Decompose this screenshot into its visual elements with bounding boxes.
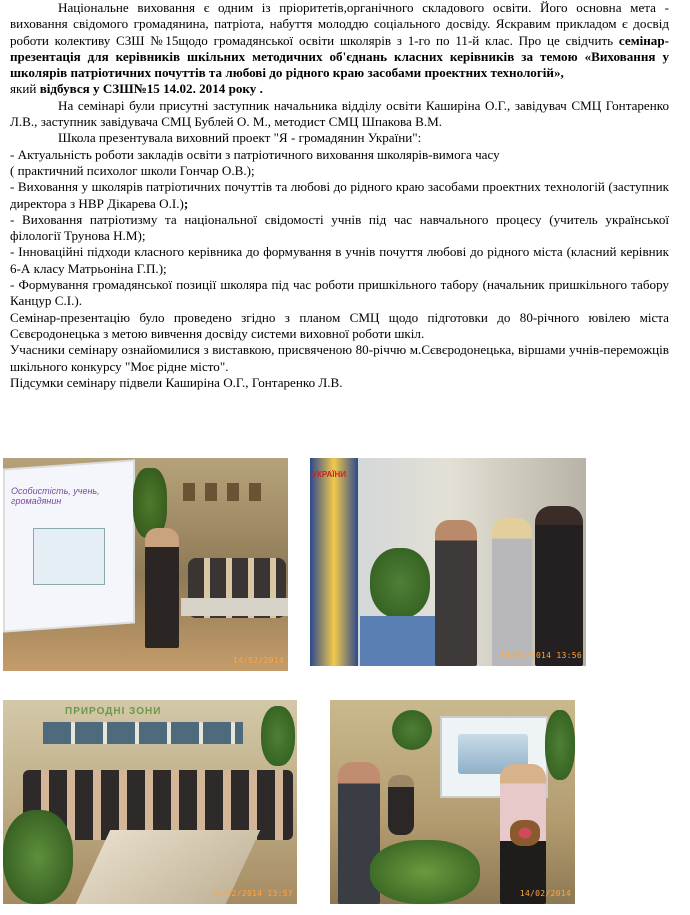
wall-caption: ПРИРОДНІ ЗОНИ bbox=[65, 706, 162, 717]
paragraph-date bbox=[10, 81, 669, 97]
photo-students bbox=[330, 700, 575, 904]
plants bbox=[370, 548, 430, 618]
slide-title: Особистість, учень, громадянин bbox=[11, 486, 100, 506]
speaker bbox=[145, 528, 179, 648]
seminar-title: семінар-презентація для керівників шкільних методичних об'єднань класних керівників за темою «Виховання у школярів патріотичних почуттів та любові до рідного краю засобами проектних технологій», bbox=[10, 32, 669, 81]
intro-text: Національне виховання є одним із пріоритетів,органічного складового освіти. Його основна мета - виховання свідомого громадянина, патріота, набуття молоддю соціального досвіду. Яскравим прикладом є досвід роботи колективу СЗШ №15щодо громадянської освіти школярів з 1-го по 11-й клас. Про це свідчить bbox=[10, 0, 669, 48]
list-item-innovation: - Інноваційні підходи класного керівника до формування в учнів почуття любові до рідного міста (класний керівник 6-А класу Матрьоніна Г.П.); bbox=[10, 244, 669, 276]
teacher bbox=[388, 775, 414, 835]
foreground-plant bbox=[370, 840, 480, 904]
date-prefix: який bbox=[10, 81, 40, 97]
photo-presentation bbox=[3, 458, 288, 671]
paragraph-exhibition: Учасники семінару ознайомилися з виставкою, присвяченою 80-річчю м.Сєвєродонецька, віршами учнів-переможців шкільного конкурсу "Моє рідне місто". bbox=[10, 342, 669, 374]
seminar-date: відбувся у СЗШ№15 14.02. 2014 року . bbox=[39, 81, 263, 97]
list-item-relevance: - Актуальність роботи закладів освіти з патріотичного виховання школярів-вимога часу bbox=[10, 146, 500, 162]
date-stamp: 14/02/2014 bbox=[519, 889, 571, 898]
visitor-2 bbox=[492, 518, 532, 666]
list-item-camp: - Формування громадянської позиції школяра під час роботи пришкільного табору (начальник пришкільного табору Канцур С.І.). bbox=[10, 277, 669, 309]
date-stamp: 14/02/2014 13:5? bbox=[211, 889, 293, 898]
paragraph-attendees: На семінарі були присутні заступник начальника відділу освіти Каширіна О.Г., завідувач СМЦ Гонтаренко Л.В., заступник завідувача СМЦ Бублей О. М., методист СМЦ Шпакова В.М. bbox=[10, 97, 669, 130]
visitor-1 bbox=[435, 520, 477, 666]
table bbox=[181, 598, 288, 616]
date-stamp: 14/02/2014 bbox=[232, 656, 284, 665]
upbringing-semicolon: ; bbox=[183, 195, 189, 211]
plant bbox=[392, 710, 432, 750]
photo-audience bbox=[3, 700, 297, 904]
list-item-upbringing bbox=[10, 179, 669, 212]
plant bbox=[261, 706, 295, 766]
plant-right bbox=[545, 710, 575, 780]
paragraph-plan: Семінар-презентацію було проведено згідно з планом СМЦ щодо підготовки до 80-річного ювілею міста Сєвєродонецька з метою вивчення досвіду системи виховної роботи шкіл. bbox=[10, 309, 669, 341]
paragraph-intro bbox=[10, 0, 669, 81]
foreground-plant bbox=[3, 810, 73, 904]
board-banner: УКРАЇНИ bbox=[312, 470, 347, 479]
paragraph-project: Школа презентувала виховний проект "Я - громадянин України": bbox=[58, 130, 422, 146]
article-text bbox=[10, 0, 669, 391]
wall-pictures bbox=[43, 722, 243, 744]
exhibition-board bbox=[310, 458, 358, 666]
visitor-3 bbox=[535, 506, 583, 666]
upbringing-text: - Виховання у школярів патріотичних почуттів та любові до рідного краю засобами проектних технологій (заступник директора з НВР Дікарева О.І.) bbox=[10, 179, 669, 211]
paragraph-summary: Підсумки семінару підвели Каширіна О.Г., Гонтаренко Л.В. bbox=[10, 374, 343, 390]
slide-diagram bbox=[33, 528, 105, 585]
list-item-psychologist: ( практичний психолог школи Гончар О.В.); bbox=[10, 162, 255, 178]
photo-exhibition bbox=[310, 458, 586, 666]
wall-frames bbox=[183, 483, 263, 501]
date-stamp: 14/02/2014 13:56 bbox=[500, 651, 582, 660]
list-item-patriotism: - Виховання патріотизму та національної свідомості учнів під час навчального процесу (учитель української філології Трунова Н.М); bbox=[10, 211, 669, 244]
flower-basket bbox=[510, 820, 540, 846]
